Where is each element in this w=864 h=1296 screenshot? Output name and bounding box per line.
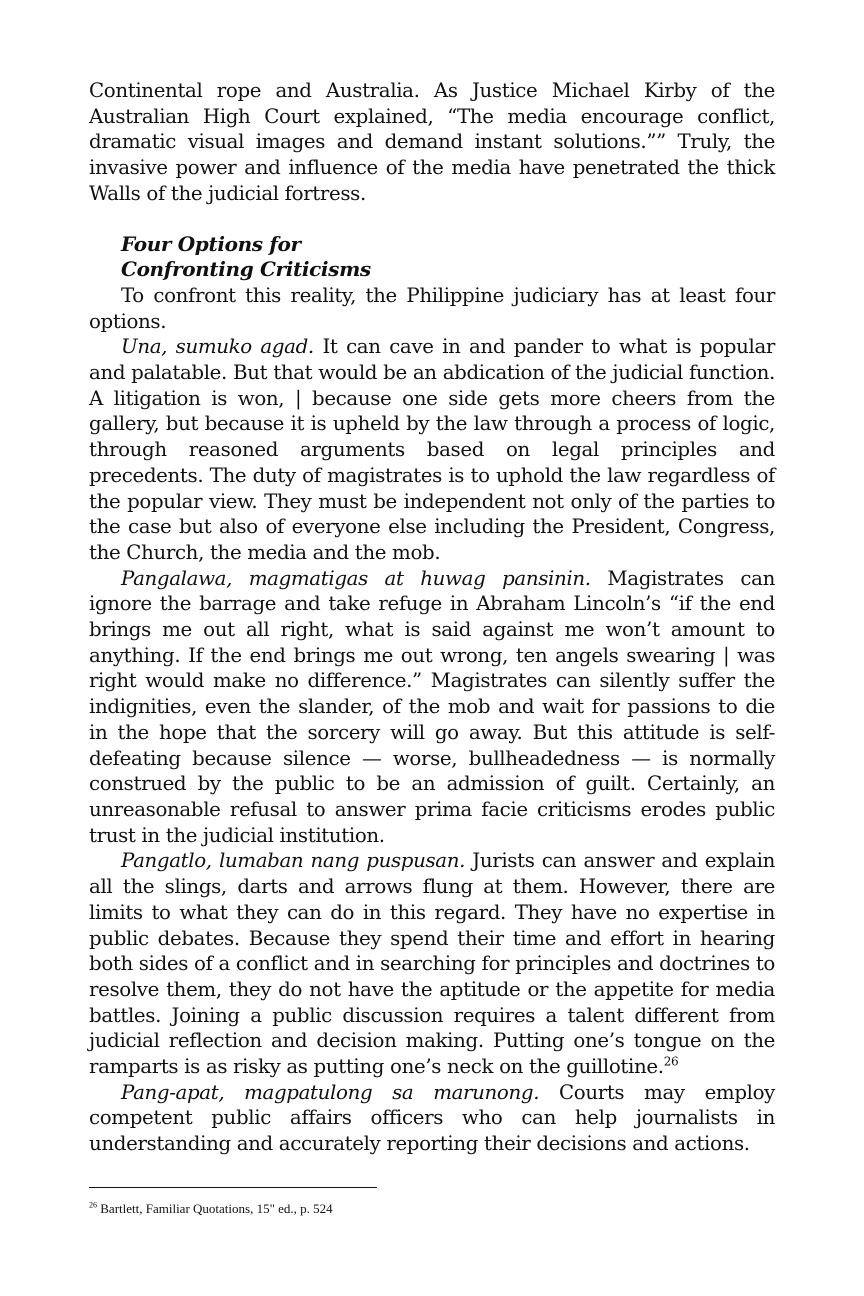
option-1-text: It can cave in and pander to what is popular and palatable. But that would be an abdication of the judicial function. A litigation is won, | because one side gets more cheers from the gallery, but because it is upheld by the law through a process of logic, through reasoned arguments based on legal principles and precedents. The duty of magistrates is to uphold the law regardless of the popular view. They must be independent not only of the parties to the case but also of everyone else including the President, Congress, the Church, the media and the mob. (89, 335, 776, 564)
option-3-lead: Pangatlo, lumaban nang puspusan. (121, 849, 466, 873)
paragraph-option-2 (89, 566, 775, 849)
paragraph-intro: To confront this reality, the Philippine judiciary has at least four options. (89, 283, 775, 333)
heading-line-1: Four Options for (121, 231, 301, 256)
footnote-text: Bartlett, Familiar Quotations, 15" ed., p. 524 (97, 1201, 333, 1216)
option-4-lead: Pang-apat, magpatulong sa marunong. (121, 1080, 540, 1104)
option-3-text: Jurists can answer and explain all the slings, darts and arrows flung at them. However, there are limits to what they can do in this regard. They have no expertise in public debates. Because they spend their time and effort in hearing both sides of a conflict and in searching for principles and doctrines to resolve them, they do not have the aptitude or the appetite for media battles. Joining a public discussion requires a talent different from judicial reflection and decision making. Putting one’s tongue on the ramparts is as risky as putting one’s neck on the guillotine. (89, 849, 775, 1079)
option-1-lead: Una, sumuko agad. (121, 335, 314, 359)
body-text (89, 78, 775, 1157)
heading-line-2: Confronting Criticisms (121, 257, 371, 282)
paragraph-option-4 (89, 1080, 775, 1157)
paragraph-continuation: Continental rope and Australia. As Justice Michael Kirby of the Australian High Court explained, “The media encourage conflict, dramatic visual images and demand instant solutions.”” Truly, the invasive power and influence of the media have penetrated the thick Walls of the judicial fortress. (89, 79, 775, 205)
footnote (89, 1201, 775, 1217)
option-4-text: Courts may employ competent public affairs officers who can help journalists in understanding and accurately reporting their decisions and actions. (89, 1080, 776, 1156)
option-2-lead: Pangalawa, magmatigas at huwag pansinin. (121, 566, 591, 590)
paragraph-option-1 (89, 334, 775, 565)
footnote-divider (89, 1187, 377, 1188)
section-heading (121, 232, 775, 283)
paragraph-option-3 (89, 848, 775, 1079)
footnote-reference[interactable]: 26 (663, 1054, 679, 1069)
footnote-number: 26 (89, 1200, 97, 1210)
option-2-text: Magistrates can ignore the barrage and take refuge in Abraham Lincoln’s “if the end brings me out all right, what is said against me won’t amount to anything. If the end brings me out wrong, ten angels swearing | was right would make no difference.” Magistrates can silently suffer the indignities, even the slander, of the mob and wait for passions to die in the hope that the sorcery will go away. But this attitude is self-defeating because silence — worse, bullheadedness — is normally construed by the public to be an admission of guilt. Certainly, an unreasonable refusal to answer prima facie criticisms erodes public trust in the judicial institution. (89, 566, 775, 847)
